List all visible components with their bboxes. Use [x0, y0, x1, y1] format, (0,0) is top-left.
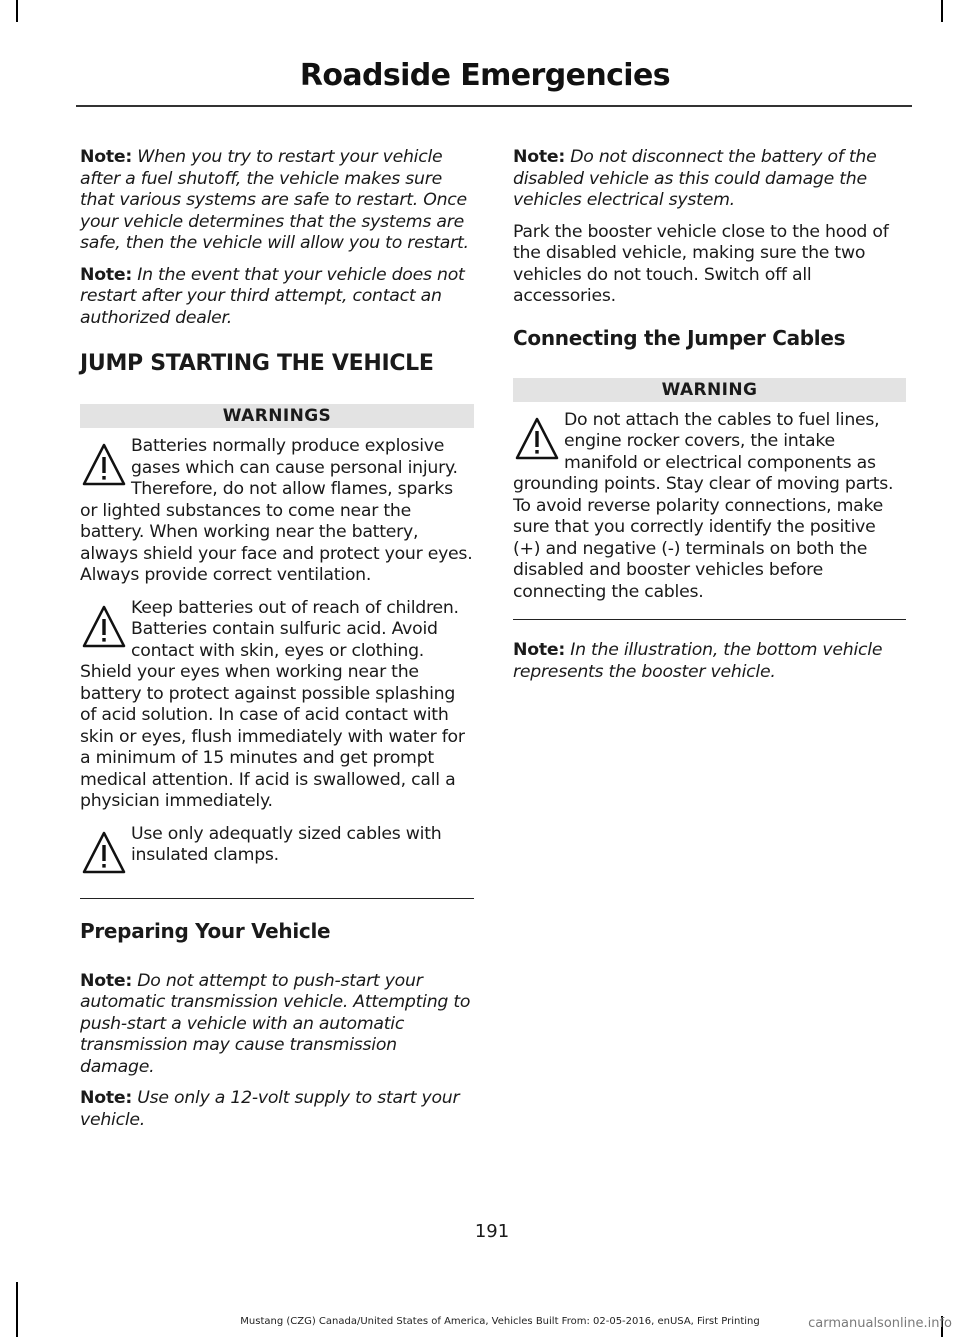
warning-grounding-points: [513, 410, 906, 604]
crop-mark-top-left: [16, 0, 18, 22]
warning-text: Batteries normally produce explosive gases which can cause personal injury. Therefore, do not allow flames, sparks or lighted substances to come near the battery. When working near the battery, always shield your face and protect your eyes. Always provide correct ventilation.: [80, 436, 473, 585]
warning-banner: WARNING: [513, 378, 906, 402]
footer-vehicle-info: Mustang (CZG) Canada/United States of America, Vehicles Built From: 02-05-2016, enUSA, First Printing: [240, 1316, 760, 1327]
note-text: In the illustration, the bottom vehicle represents the booster vehicle.: [513, 640, 883, 682]
note-text: Do not attempt to push-start your automatic transmission vehicle. Attempting to push-start a vehicle with an automatic transmission may cause transmission damage.: [80, 970, 471, 1077]
warning-cable-size: [80, 824, 474, 882]
note-text: When you try to restart your vehicle after a fuel shutoff, the vehicle makes sure that various systems are safe to restart. Once your vehicle determines that the systems are safe, then the vehicle will allow you to restart.: [80, 147, 469, 253]
note-restart-attempts: [80, 265, 474, 330]
paragraph-park-booster: Park the booster vehicle close to the hood of the disabled vehicle, making sure the two vehicles do not touch. Switch off all accessories.: [513, 221, 889, 306]
crop-mark-bottom-left: [16, 1282, 18, 1337]
warning-explosive-gases: [80, 436, 474, 587]
title-rule: [76, 105, 912, 107]
page-number: 191: [474, 1221, 510, 1242]
section-heading-jump-starting: JUMP STARTING THE VEHICLE: [80, 351, 434, 376]
crop-mark-top-right: [941, 0, 943, 22]
warning-divider: [513, 619, 906, 620]
warning-triangle-icon: [513, 414, 561, 468]
warning-text: Do not attach the cables to fuel lines, engine rocker covers, the intake manifold or electrical components as grounding points. Stay clear of moving parts. To avoid reverse polarity connections, make sure that you correctly identify the positive (+) and negative (-) terminals on both the disabled and booster vehicles before connecting the cables.: [513, 409, 894, 602]
warning-triangle-icon: [80, 602, 128, 656]
watermark-logo[interactable]: carmanualsonline.info: [808, 1316, 952, 1331]
note-label: Note:: [513, 147, 565, 167]
right-column: [513, 147, 906, 693]
subheading-connecting-cables: Connecting the Jumper Cables: [513, 325, 846, 350]
page-title: Roadside Emergencies: [299, 58, 670, 93]
warning-triangle-icon: [80, 440, 128, 494]
note-label: Note:: [80, 970, 132, 991]
warnings-banner: WARNINGS: [80, 404, 474, 428]
note-push-start: [80, 971, 474, 1079]
warning-sulfuric-acid: [80, 598, 474, 813]
note-text: Use only a 12-volt supply to start your vehicle.: [80, 1088, 460, 1130]
warnings-divider: [80, 898, 474, 899]
note-label: Note:: [80, 264, 132, 285]
left-column: [80, 147, 474, 1141]
warning-triangle-icon: [80, 828, 128, 882]
note-label: Note:: [513, 640, 565, 660]
note-fuel-shutoff: [80, 147, 474, 255]
note-label: Note:: [80, 147, 132, 167]
warning-text: Keep batteries out of reach of children. Batteries contain sulfuric acid. Avoid contact with skin, eyes or clothing. Shield your eyes when working near the battery to protect against possible splashing of acid solution. In case of acid contact with skin or eyes, flush immediately with water for a minimum of 15 minutes and get prompt medical attention. If acid is swallowed, call a physician immediately.: [80, 597, 465, 811]
note-text: In the event that your vehicle does not restart after your third attempt, contact an authorized dealer.: [80, 264, 465, 328]
note-label: Note:: [80, 1088, 132, 1108]
warning-text: Use only adequatly sized cables with insulated clamps.: [131, 823, 442, 865]
note-disconnect-battery: [513, 147, 906, 212]
note-12-volt: [80, 1088, 474, 1131]
note-illustration: [513, 640, 906, 683]
subheading-preparing-vehicle: Preparing Your Vehicle: [80, 918, 331, 943]
note-text: Do not disconnect the battery of the disabled vehicle as this could damage the vehicles electrical system.: [513, 147, 877, 210]
